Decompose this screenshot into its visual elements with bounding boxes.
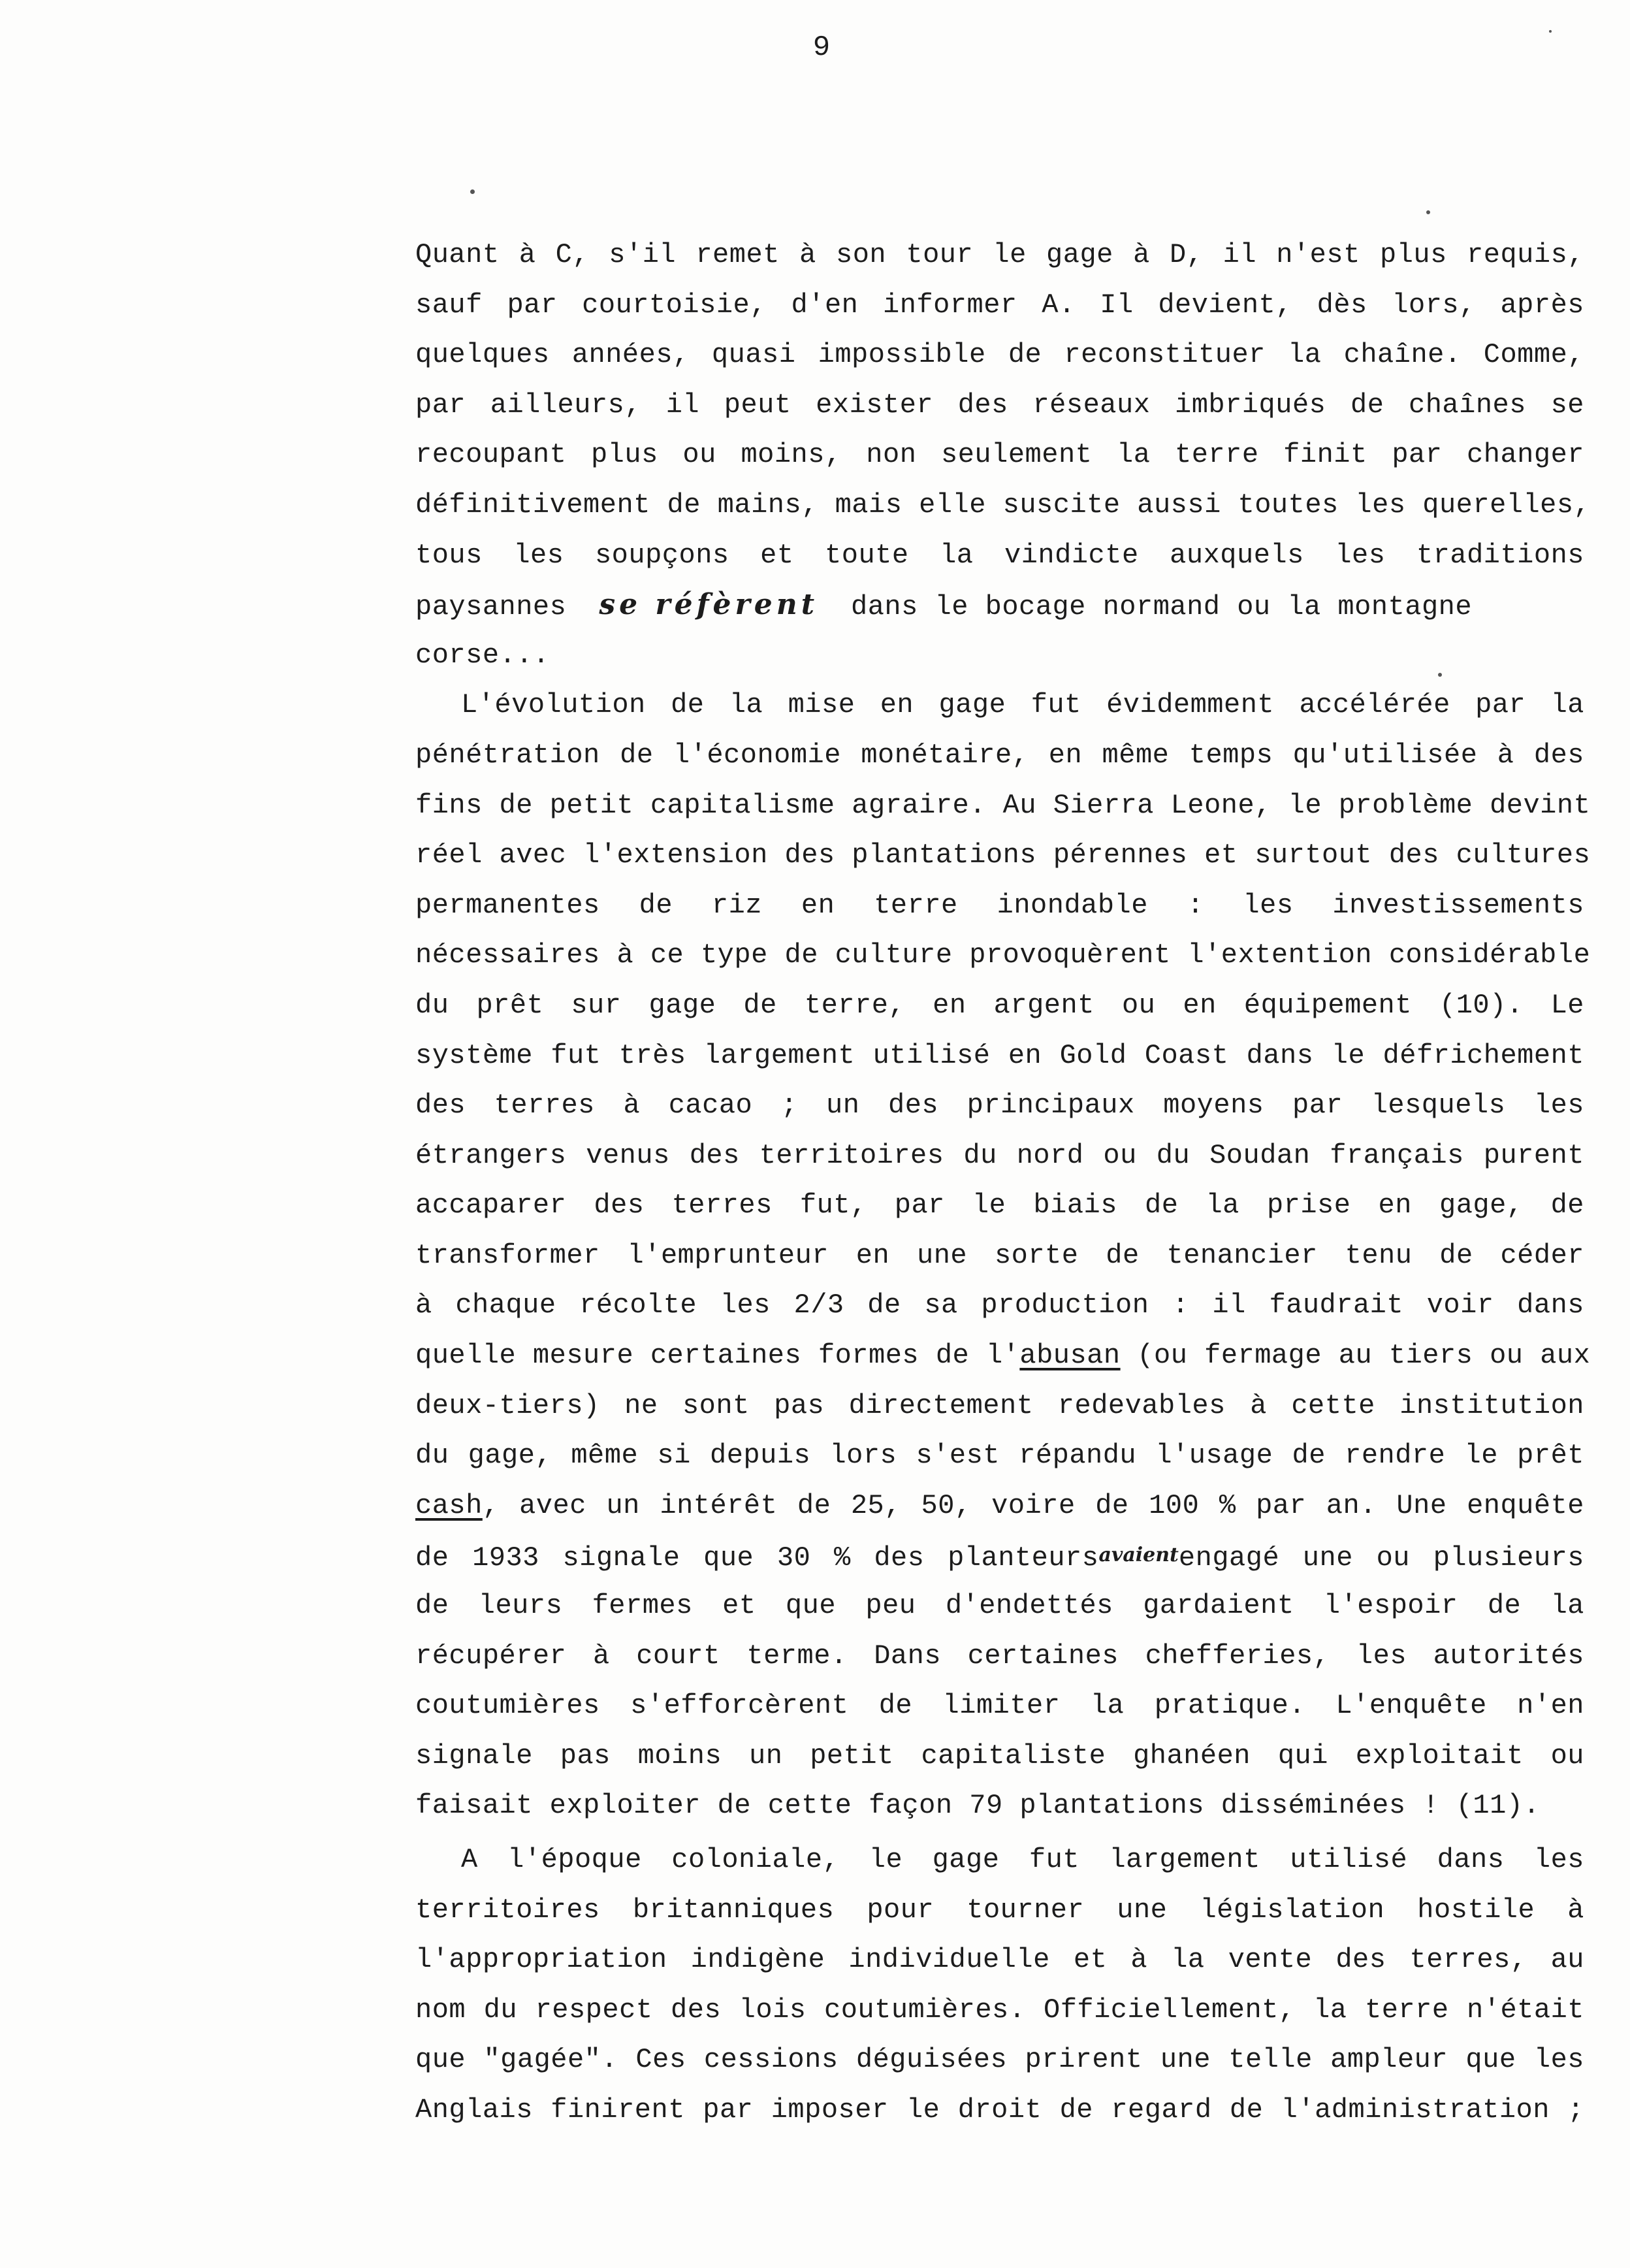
text-line: de leurs fermes et que peu d'endettés gardaient l'espoir de la <box>415 1590 1584 1622</box>
text-line: Anglais finirent par imposer le droit de regard de l'administration ; <box>415 2094 1584 2126</box>
text-line: paysannes se réfèrent dans le bocage normand ou la montagne <box>415 580 1584 630</box>
text-line: permanentes de riz en terre inondable : les investissements <box>415 889 1584 921</box>
text-line: territoires britanniques pour tourner une législation hostile à <box>415 1894 1584 1926</box>
scan-speck <box>1549 30 1552 33</box>
text-line: définitivement de mains, mais elle suscite aussi toutes les querelles, <box>415 489 1591 521</box>
text-line: à chaque récolte les 2/3 de sa production : il faudrait voir dans <box>415 1289 1584 1321</box>
text-line: du prêt sur gage de terre, en argent ou en équipement (10). Le <box>415 989 1584 1021</box>
handwritten-correction: se réfèrent <box>599 588 819 622</box>
text-line: réel avec l'extension des plantations pérennes et surtout des cultures <box>415 839 1591 871</box>
text-line: coutumières s'efforcèrent de limiter la pratique. L'enquête n'en <box>415 1690 1584 1722</box>
text-line: que "gagée". Ces cessions déguisées prirent une telle ampleur que les <box>415 2044 1584 2076</box>
scan-speck <box>1426 210 1430 214</box>
text-line: quelques années, quasi impossible de reconstituer la chaîne. Comme, <box>415 339 1584 371</box>
text-line: cash, avec un intérêt de 25, 50, voire de 100 % par an. Une enquête <box>415 1489 1584 1521</box>
text-line: système fut très largement utilisé en Gold Coast dans le défrichement <box>415 1039 1584 1071</box>
handwritten-insertion: avaient <box>1098 1544 1179 1567</box>
text-line: étrangers venus des territoires du nord ou du Soudan français purent <box>415 1139 1584 1171</box>
text-line: de 1933 signale que 30 % des planteursavaientengagé une ou plusieurs <box>415 1531 1584 1581</box>
text-line: sauf par courtoisie, d'en informer A. Il devient, dès lors, après <box>415 289 1584 321</box>
text-line: pénétration de l'économie monétaire, en même temps qu'utilisée à des <box>415 739 1584 771</box>
text-line: récupérer à court terme. Dans certaines chefferies, les autorités <box>415 1640 1584 1672</box>
text-line: L'évolution de la mise en gage fut évidemment accélérée par la <box>461 689 1584 721</box>
page-number: 9 <box>812 31 831 64</box>
text-line: corse... <box>415 639 550 671</box>
text-line: quelle mesure certaines formes de l'abusan (ou fermage au tiers ou aux <box>415 1340 1591 1372</box>
text-line: l'appropriation indigène individuelle et à la vente des terres, au <box>415 1944 1584 1976</box>
text-line: A l'époque coloniale, le gage fut largement utilisé dans les <box>461 1844 1584 1875</box>
text-line: transformer l'emprunteur en une sorte de tenancier tenu de céder <box>415 1239 1584 1271</box>
underlined-term: abusan <box>1019 1340 1121 1372</box>
text-line: accaparer des terres fut, par le biais de la prise en gage, de <box>415 1190 1584 1222</box>
text-line: Quant à C, s'il remet à son tour le gage à D, il n'est plus requis, <box>415 239 1584 270</box>
text-line: fins de petit capitalisme agraire. Au Sierra Leone, le problème devint <box>415 789 1591 821</box>
text-line: du gage, même si depuis lors s'est répandu l'usage de rendre le prêt <box>415 1440 1584 1472</box>
text-line: deux-tiers) ne sont pas directement redevables à cette institution <box>415 1389 1584 1421</box>
text-line: recoupant plus ou moins, non seulement la terre finit par changer <box>415 439 1584 471</box>
text-line: par ailleurs, il peut exister des réseaux imbriqués de chaînes se <box>415 389 1584 421</box>
text-line: tous les soupçons et toute la vindicte auxquels les traditions <box>415 539 1584 571</box>
text-line: des terres à cacao ; un des principaux moyens par lesquels les <box>415 1090 1584 1122</box>
body-text <box>415 230 1591 2135</box>
text-line: faisait exploiter de cette façon 79 plantations disséminées ! (11). <box>415 1790 1541 1822</box>
underlined-term: cash <box>415 1489 483 1521</box>
scan-speck <box>470 189 475 194</box>
text-line: nom du respect des lois coutumières. Officiellement, la terre n'était <box>415 1994 1584 2026</box>
text-line: signale pas moins un petit capitaliste ghanéen qui exploitait ou <box>415 1740 1584 1772</box>
text-line: nécessaires à ce type de culture provoquèrent l'extention considérable <box>415 939 1591 971</box>
